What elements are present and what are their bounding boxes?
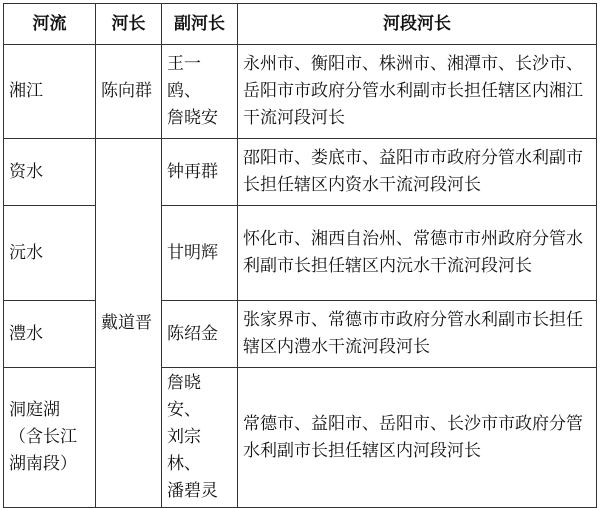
section-chief-description: 常德市、益阳市、岳阳市、长沙市市政府分管水利副市长担任辖区内河段河长	[238, 368, 597, 508]
river-name: 澧水	[4, 301, 96, 368]
section-chief-description: 怀化市、湘西自治州、常德市市州政府分管水利副市长担任辖区内沅水干流河段河长	[238, 206, 597, 301]
deputy-chief	[162, 139, 238, 206]
river-chief: 陈向群	[96, 45, 162, 139]
deputy-name: 甘明辉	[167, 242, 218, 263]
deputy-name: 刘宗林、	[167, 427, 201, 474]
deputy-chief	[162, 301, 238, 368]
section-chief-description: 邵阳市、娄底市、益阳市市政府分管水利副市长担任辖区内资水干流河段河长	[238, 139, 597, 206]
table-row	[4, 301, 597, 368]
deputy-chief	[162, 206, 238, 301]
river-name: 沅水	[4, 206, 96, 301]
table-row	[4, 368, 597, 508]
deputy-chief	[162, 368, 238, 508]
deputy-name: 王一鸥、	[167, 54, 201, 101]
river-name: 洞庭湖（含长江湖南段）	[4, 368, 96, 508]
deputy-name: 潘碧灵	[167, 481, 218, 501]
deputy-name: 钟再群	[167, 161, 218, 182]
river-name: 湘江	[4, 45, 96, 139]
section-chief-description: 张家界市、常德市市政府分管水利副市长担任辖区内澧水干流河段河长	[238, 301, 597, 368]
section-chief-description: 永州市、衡阳市、株洲市、湘潭市、长沙市、岳阳市市政府分管水利副市长担任辖区内湘江干流河段河长	[238, 45, 597, 139]
deputy-name: 詹晓安、	[167, 373, 201, 420]
header-river: 河流	[4, 4, 96, 45]
table-row	[4, 139, 597, 206]
deputy-name: 陈绍金	[167, 323, 218, 344]
deputy-name: 詹晓安	[167, 108, 218, 128]
river-chief: 戴道晋	[96, 139, 162, 508]
table-row	[4, 206, 597, 301]
table-header-row	[4, 4, 597, 45]
river-name: 资水	[4, 139, 96, 206]
header-deputy: 副河长	[162, 4, 238, 45]
deputy-chief	[162, 45, 238, 139]
river-chief-table	[3, 3, 597, 508]
table-row	[4, 45, 597, 139]
header-section-chief: 河段河长	[238, 4, 597, 45]
header-chief: 河长	[96, 4, 162, 45]
